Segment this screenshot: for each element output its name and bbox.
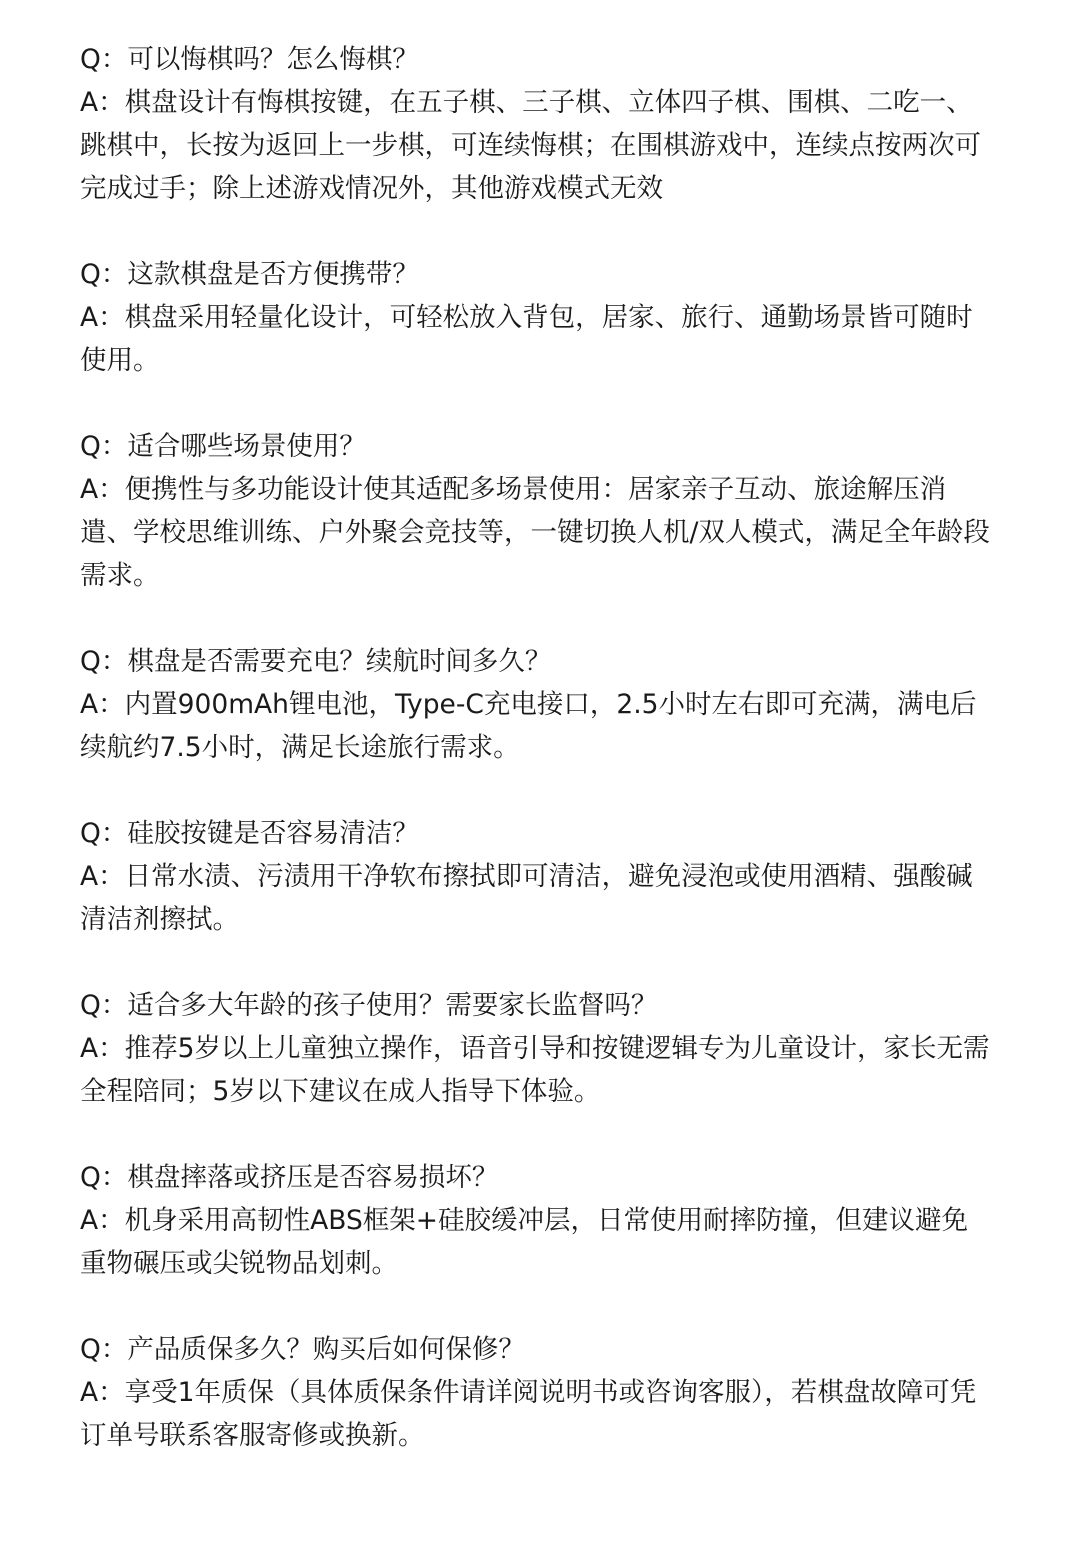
- faq-question: Q：这款棋盘是否方便携带？: [80, 259, 419, 290]
- faq-answer: A：便携性与多功能设计使其适配多场景使用：居家亲子互动、旅途解压消遣、学校思维训练、户外聚会竞技等，一键切换人机/双人模式，满足全年龄段需求。: [80, 474, 990, 591]
- faq-answer: A：棋盘采用轻量化设计，可轻松放入背包，居家、旅行、通勤场景皆可随时使用。: [80, 302, 973, 376]
- faq-question: Q：产品质保多久？购买后如何保修？: [80, 1334, 525, 1365]
- faq-answer: A：机身采用高韧性ABS框架+硅胶缓冲层，日常使用耐摔防撞，但建议避免重物碾压或尖锐物品划刺。: [80, 1205, 968, 1279]
- faq-answer: A：享受1年质保（具体质保条件请详阅说明书或咨询客服），若棋盘故障可凭订单号联系客服寄修或换新。: [80, 1377, 977, 1451]
- faq-item-1: [80, 38, 990, 210]
- faq-question: Q：棋盘摔落或挤压是否容易损坏？: [80, 1162, 499, 1193]
- faq-item-2: [80, 253, 990, 382]
- faq-question: Q：适合多大年龄的孩子使用？需要家长监督吗？: [80, 990, 658, 1021]
- faq-item-4: [80, 640, 990, 769]
- faq-question: Q：适合哪些场景使用？: [80, 431, 366, 462]
- faq-item-8: [80, 1328, 990, 1457]
- faq-item-3: [80, 425, 990, 597]
- faq-question: Q：棋盘是否需要充电？续航时间多久？: [80, 646, 552, 677]
- faq-answer: A：内置900mAh锂电池，Type-C充电接口，2.5小时左右即可充满，满电后续航约7.5小时，满足长途旅行需求。: [80, 689, 977, 763]
- faq-question: Q：可以悔棋吗？怎么悔棋？: [80, 44, 419, 75]
- faq-answer: A：棋盘设计有悔棋按键，在五子棋、三子棋、立体四子棋、围棋、二吃一、跳棋中，长按为返回上一步棋，可连续悔棋；在围棋游戏中，连续点按两次可完成过手；除上述游戏情况外，其他游戏模式无效: [80, 87, 981, 204]
- faq-answer: A：推荐5岁以上儿童独立操作，语音引导和按键逻辑专为儿童设计，家长无需全程陪同；5岁以下建议在成人指导下体验。: [80, 1033, 990, 1107]
- faq-item-7: [80, 1156, 990, 1285]
- faq-item-5: [80, 812, 990, 941]
- faq-answer: A：日常水渍、污渍用干净软布擦拭即可清洁，避免浸泡或使用酒精、强酸碱清洁剂擦拭。: [80, 861, 973, 935]
- faq-question: Q：硅胶按键是否容易清洁？: [80, 818, 419, 849]
- faq-list: [80, 38, 990, 1500]
- faq-item-6: [80, 984, 990, 1113]
